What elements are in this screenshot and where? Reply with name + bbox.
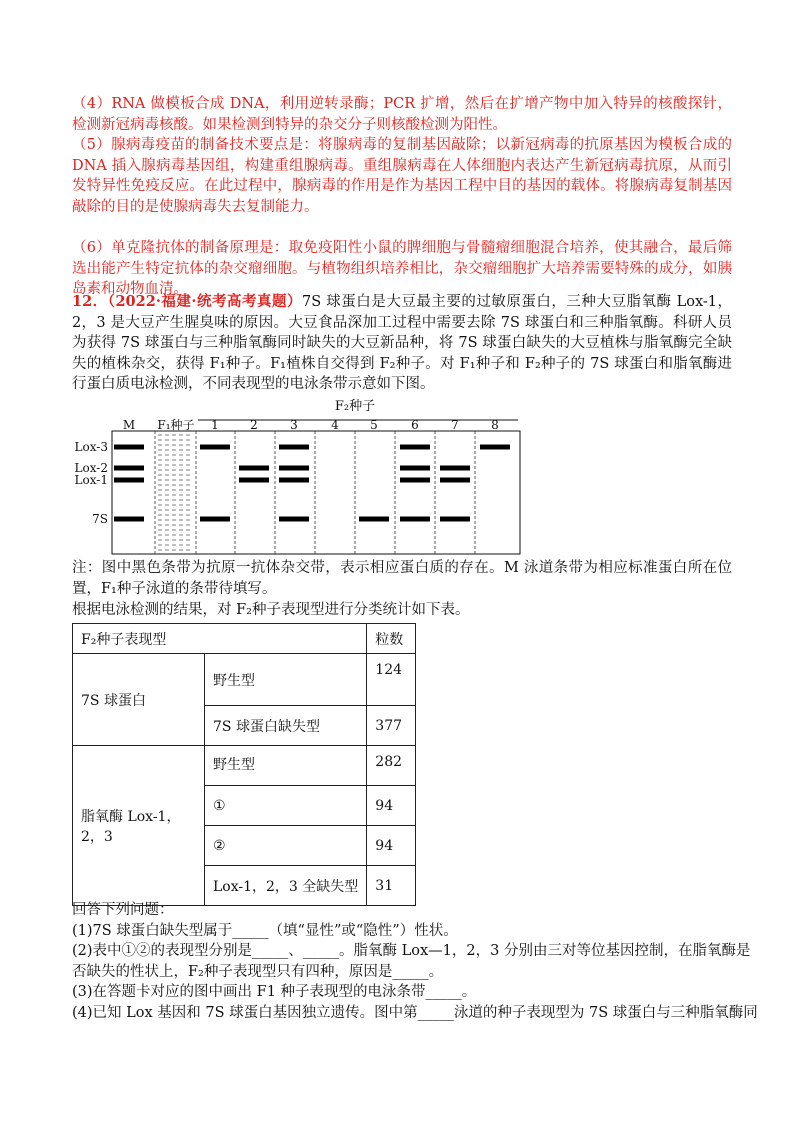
band-lane-7-lox-2 [440, 466, 470, 471]
band-lane-2-lox-1 [239, 478, 269, 483]
band-lane-1-7s [200, 517, 230, 522]
row-label-lox-3: Lox-3 [74, 440, 108, 454]
row-label-lox-2: Lox-2 [74, 461, 108, 475]
question-stem: 7S 球蛋白是大豆最主要的过敏原蛋白，三种大豆脂氧酶 Lox-1，2，3 是大豆产生腥臭味的原因。大豆食品深加工过程中需要去除 7S 球蛋白和三种脂氧酶。科研人员为获得 7S 球蛋白与三种脂氧酶同时缺失的大豆新品种，将 7S 球蛋白缺失的大豆植株与脂氧酶完全缺失的植株杂交，获得 F₁种子。F₁植株自交得到 F₂种子。对 F₁种子和 F₂种子的 7S 球蛋白和脂氧酶进行蛋白质电泳检测，不同表现型的电泳条带示意如下图。 [72, 294, 733, 392]
table-intro: 根据电泳检测的结果，对 F₂种子表现型进行分类统计如下表。 [72, 602, 470, 618]
group-lox-type-4: Lox-1，2，3 全缺失型 [205, 866, 367, 906]
band-lane-6-lox-2 [400, 466, 430, 471]
band-lane-6-lox-1 [400, 478, 430, 483]
question-12 [72, 292, 732, 395]
band-lane-3-7s [279, 517, 309, 522]
band-lane-m-lox-1 [114, 478, 144, 483]
group-lox-type-1: 野生型 [205, 746, 367, 786]
band-lane-6-7s [400, 517, 430, 522]
band-lane-3-lox-2 [279, 466, 309, 471]
sub-questions [72, 900, 758, 1023]
group-lox-count-2: 94 [367, 786, 416, 826]
band-lane-2-lox-2 [239, 466, 269, 471]
group-7s-count-2: 377 [367, 706, 416, 746]
question-number: 12． [72, 293, 108, 310]
answer-item-5: （5）腺病毒疫苗的制备技术要点是：将腺病毒的复制基因敲除；以新冠病毒的抗原基因为模板合成的 DNA 插入腺病毒基因组，构建重组腺病毒。重组腺病毒在人体细胞内表达产生新冠病毒抗原，从而引发特异性免疫反应。在此过程中，腺病毒的作用是作为基因工程中目的基因的载体。将腺病毒复制基因敲除的目的是使腺病毒失去复制能力。 [72, 137, 732, 215]
answer-prompt: 回答下列问题： [72, 902, 174, 918]
band-lane-m-lox-3 [114, 445, 144, 450]
group-7s-count-1: 124 [367, 654, 416, 706]
lane-label-0: M [122, 418, 136, 432]
lane-label-8: 7 [451, 418, 459, 432]
sub-question-2b: 否缺失的性状上，F₂种子表现型只有四种，原因是_____。 [72, 963, 444, 980]
gel-header [75, 399, 518, 526]
answer-item-4: （4）RNA 做模板合成 DNA，利用逆转录酶；PCR 扩增，然后在扩增产物中加入特异的核酸探针，检测新冠病毒核酸。如果检测到特异的杂交分子则核酸检测为阳性。 [72, 96, 732, 133]
band-lane-5-7s [359, 517, 389, 522]
group-lox-count-3: 94 [367, 826, 416, 866]
band-lane-1-lox-3 [200, 445, 230, 450]
group-7s-type-1: 野生型 [205, 654, 367, 706]
band-lane-m-7s [114, 517, 144, 522]
sub-question-4: (4)已知 Lox 基因和 7S 球蛋白基因独立遗传。图中第_____泳道的种子表现型为 7S 球蛋白与三种脂氧酶同 [72, 1004, 758, 1021]
row-label-7s: 7S [92, 512, 108, 526]
lane-label-7: 6 [411, 418, 419, 432]
sub-question-1: (1)7S 球蛋白缺失型属于_____（填“显性”或“隐性”）性状。 [72, 922, 458, 939]
f2-seeds-label: F₂种子 [334, 399, 376, 414]
f1-lane-placeholder [158, 435, 193, 550]
phenotype-count-table [72, 623, 416, 906]
table-header-phenotype: F₂种子表现型 [73, 624, 367, 654]
lane-label-3: 2 [250, 418, 258, 432]
group-lox-count-4: 31 [367, 866, 416, 906]
group-7s-type-2: 7S 球蛋白缺失型 [205, 706, 367, 746]
band-lane-3-lox-1 [279, 478, 309, 483]
group-lox-type-3: ② [205, 826, 367, 866]
gel-frame [112, 431, 520, 554]
sub-question-3: (3)在答题卡对应的图中画出 F1 种子表现型的电泳条带_____。 [72, 984, 477, 1000]
lane-label-9: 8 [491, 418, 499, 432]
lane-label-4: 3 [290, 418, 298, 432]
question-source: （2022·福建·统考高考真题） [107, 293, 303, 310]
band-lane-6-lox-3 [400, 445, 430, 450]
band-lane-7-7s [440, 517, 470, 522]
electrophoresis-gel-figure [72, 398, 532, 556]
band-lane-7-lox-1 [440, 478, 470, 483]
band-lane-3-lox-3 [279, 445, 309, 450]
lane-label-2: 1 [211, 418, 219, 432]
lane-label-6: 5 [370, 418, 378, 432]
band-lane-8-lox-3 [480, 445, 510, 450]
row-label-lox-1: Lox-1 [74, 473, 108, 487]
figure-note: 注：图中黑色条带为抗原一抗体杂交带，表示相应蛋白质的存在。M 泳道条带为相应标准蛋白所在位置，F₁种子泳道的条带待填写。 [72, 560, 732, 597]
lane-label-1: F₁种子 [157, 418, 195, 432]
sub-question-2a: (2)表中①②的表现型分别是_____、_____。脂氧酶 Lox—1，2，3 分别由三对等位基因控制，在脂氧酶是 [72, 943, 751, 959]
group-lox-count-1: 282 [367, 746, 416, 786]
group-lox-label: 脂氧酶 Lox-1，2，3 [73, 746, 205, 906]
group-7s-label: 7S 球蛋白 [73, 654, 205, 746]
table-header-count: 粒数 [367, 624, 416, 654]
band-lane-m-lox-2 [114, 466, 144, 471]
answer-item-6: （6）单克隆抗体的制备原理是：取免疫阳性小鼠的脾细胞与骨髓瘤细胞混合培养，使其融合，最后筛选出能产生特定抗体的杂交瘤细胞。与植物组织培养相比，杂交瘤细胞扩大培养需要特殊的成分，如胰岛素和动物血清。 [72, 240, 732, 297]
gel-border [112, 431, 520, 554]
lane-label-5: 4 [331, 418, 339, 432]
group-lox-type-2: ① [205, 786, 367, 826]
